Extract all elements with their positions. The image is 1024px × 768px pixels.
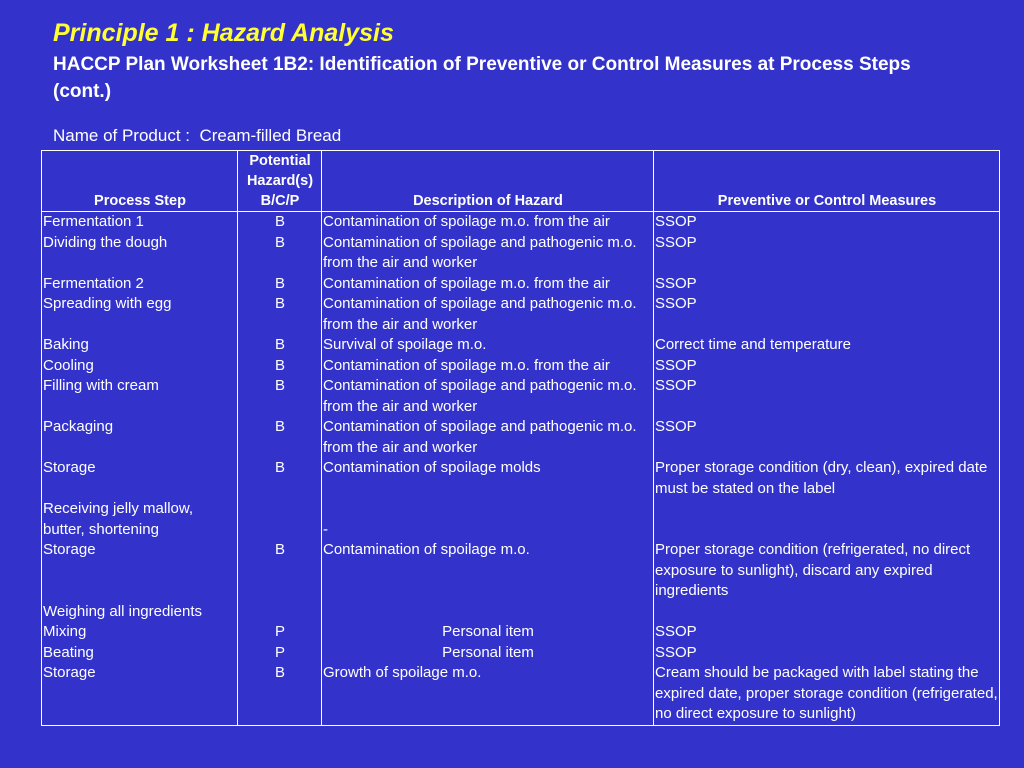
- cell-measures: Cream should be packaged with label stating the expired date, proper storage condition (refrigerated, no direct exposure to sunlight): [654, 663, 1000, 725]
- table-row: [42, 663, 1000, 725]
- cell-hazard: B: [238, 458, 322, 499]
- table-row: [42, 376, 1000, 417]
- cell-process-step: Packaging: [42, 417, 238, 458]
- header-measures: Preventive or Control Measures: [654, 151, 1000, 212]
- cell-hazard: B: [238, 274, 322, 295]
- cell-process-step: Beating: [42, 643, 238, 664]
- cell-process-step: Filling with cream: [42, 376, 238, 417]
- cell-description: Contamination of spoilage m.o. from the air: [322, 356, 654, 377]
- table-row: [42, 643, 1000, 664]
- table-row: [42, 294, 1000, 335]
- cell-process-step: Mixing: [42, 622, 238, 643]
- hazard-analysis-table: [41, 150, 1000, 726]
- table-row: [42, 335, 1000, 356]
- header-description: Description of Hazard: [322, 151, 654, 212]
- cell-description: Contamination of spoilage and pathogenic m.o. from the air and worker: [322, 294, 654, 335]
- cell-description: Survival of spoilage m.o.: [322, 335, 654, 356]
- cell-process-step: Cooling: [42, 356, 238, 377]
- cell-hazard: [238, 499, 322, 540]
- table-row: [42, 233, 1000, 274]
- cell-process-step: Fermentation 2: [42, 274, 238, 295]
- cell-process-step: Fermentation 1: [42, 212, 238, 233]
- cell-hazard: P: [238, 643, 322, 664]
- header-potential-hazard: Potential Hazard(s) B/C/P: [238, 151, 322, 212]
- cell-measures: SSOP: [654, 376, 1000, 417]
- cell-hazard: [238, 602, 322, 623]
- cell-hazard: B: [238, 294, 322, 335]
- cell-process-step: Dividing the dough: [42, 233, 238, 274]
- table-row: [42, 540, 1000, 602]
- cell-description: Personal item: [322, 643, 654, 664]
- table-row: [42, 417, 1000, 458]
- cell-measures: [654, 602, 1000, 623]
- cell-description: Contamination of spoilage molds: [322, 458, 654, 499]
- cell-measures: SSOP: [654, 643, 1000, 664]
- table-row: [42, 356, 1000, 377]
- product-name-line: [53, 125, 341, 147]
- cell-hazard: B: [238, 376, 322, 417]
- cell-hazard: B: [238, 212, 322, 233]
- table-header-row: [42, 151, 1000, 212]
- cell-hazard: B: [238, 540, 322, 602]
- cell-description: Contamination of spoilage m.o. from the air: [322, 274, 654, 295]
- cell-measures: SSOP: [654, 274, 1000, 295]
- cell-measures: Proper storage condition (refrigerated, no direct exposure to sunlight), discard any expired ingredients: [654, 540, 1000, 602]
- cell-process-step: Weighing all ingredients: [42, 602, 238, 623]
- cell-process-step: Storage: [42, 663, 238, 725]
- cell-description: Contamination of spoilage and pathogenic m.o. from the air and worker: [322, 376, 654, 417]
- slide-subtitle: HACCP Plan Worksheet 1B2: Identification of Preventive or Control Measures at Process Steps (cont.): [53, 54, 911, 102]
- cell-hazard: B: [238, 233, 322, 274]
- table-row: [42, 602, 1000, 623]
- cell-process-step: Storage: [42, 458, 238, 499]
- cell-measures: SSOP: [654, 356, 1000, 377]
- cell-measures: Proper storage condition (dry, clean), expired date must be stated on the label: [654, 458, 1000, 499]
- cell-description: Growth of spoilage m.o.: [322, 663, 654, 725]
- cell-description: Contamination of spoilage m.o. from the air: [322, 212, 654, 233]
- cell-measures: Correct time and temperature: [654, 335, 1000, 356]
- cell-measures: SSOP: [654, 212, 1000, 233]
- cell-process-step: Spreading with egg: [42, 294, 238, 335]
- header-process-step: Process Step: [42, 151, 238, 212]
- cell-description: Contamination of spoilage and pathogenic m.o. from the air and worker: [322, 233, 654, 274]
- cell-measures: SSOP: [654, 417, 1000, 458]
- table-row: [42, 458, 1000, 499]
- cell-measures: SSOP: [654, 294, 1000, 335]
- product-label: Name of Product :: [53, 126, 191, 145]
- cell-description: Contamination of spoilage m.o.: [322, 540, 654, 602]
- slide-title: Principle 1 : Hazard Analysis: [53, 19, 394, 47]
- table-row: [42, 212, 1000, 233]
- cell-hazard: B: [238, 663, 322, 725]
- cell-hazard: B: [238, 356, 322, 377]
- table-row: [42, 274, 1000, 295]
- table-row: [42, 499, 1000, 540]
- cell-description: Contamination of spoilage and pathogenic m.o. from the air and worker: [322, 417, 654, 458]
- cell-hazard: B: [238, 335, 322, 356]
- cell-process-step: Storage: [42, 540, 238, 602]
- cell-description: -: [322, 499, 654, 540]
- cell-hazard: B: [238, 417, 322, 458]
- cell-measures: SSOP: [654, 622, 1000, 643]
- cell-measures: [654, 499, 1000, 540]
- table-row: [42, 622, 1000, 643]
- cell-hazard: P: [238, 622, 322, 643]
- cell-process-step: Baking: [42, 335, 238, 356]
- cell-description: [322, 602, 654, 623]
- cell-description: Personal item: [322, 622, 654, 643]
- cell-measures: SSOP: [654, 233, 1000, 274]
- cell-process-step: Receiving jelly mallow, butter, shortening: [42, 499, 238, 540]
- product-value: Cream-filled Bread: [199, 126, 342, 145]
